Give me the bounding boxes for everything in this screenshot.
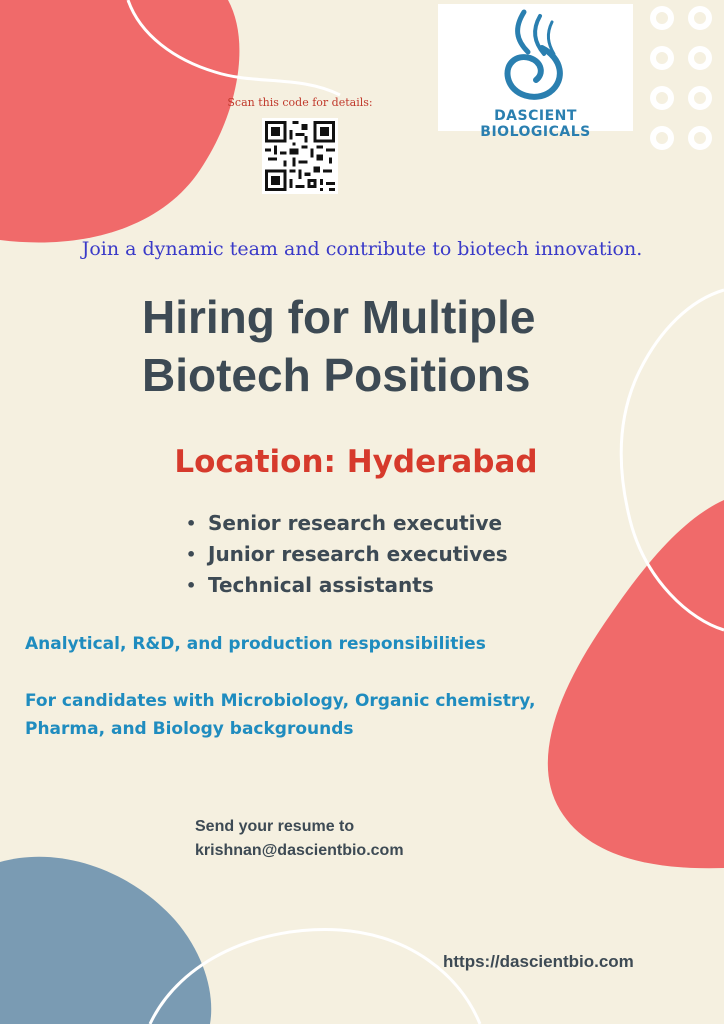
qr-caption: Scan this code for details: [227,96,373,109]
contact-email-link[interactable]: krishnan@dascientbio.com [195,842,404,859]
coral-blob-top-left [0,0,239,242]
slate-blob-bottom-left [0,857,211,1024]
positions-list [186,508,508,601]
qr-code-icon[interactable] [262,118,338,194]
ring-pattern [653,9,709,147]
tagline: Join a dynamic team and contribute to biotech innovation. [81,238,643,260]
logo-wordmark: DASCIENT BIOLOGICALS [480,108,591,140]
resume-instruction: Send your resume to [195,818,355,835]
job-location: Location: Hyderabad [174,444,538,480]
responsibilities-text: Analytical, R&D, and production responsibilities [25,634,486,654]
bullet-icon: • [186,514,197,533]
title-line-1: Hiring for Multiple [142,291,536,343]
title-line-2: Biotech Positions [142,349,531,401]
coral-blob-right [548,500,724,868]
list-item: • Senior research executive [186,508,508,539]
page-title [142,288,682,404]
backgrounds-line-2: Pharma, and Biology backgrounds [25,719,354,739]
list-item: • Junior research executives [186,539,508,570]
list-item: • Technical assistants [186,570,508,601]
drop-logo-icon [496,8,574,100]
website-link[interactable]: https://dascientbio.com [443,952,634,971]
candidate-backgrounds [25,687,645,743]
backgrounds-line-1: For candidates with Microbiology, Organic chemistry, [25,691,536,711]
bullet-icon: • [186,576,197,595]
contact-block [195,815,515,863]
bullet-icon: • [186,545,197,564]
company-logo [438,4,633,140]
